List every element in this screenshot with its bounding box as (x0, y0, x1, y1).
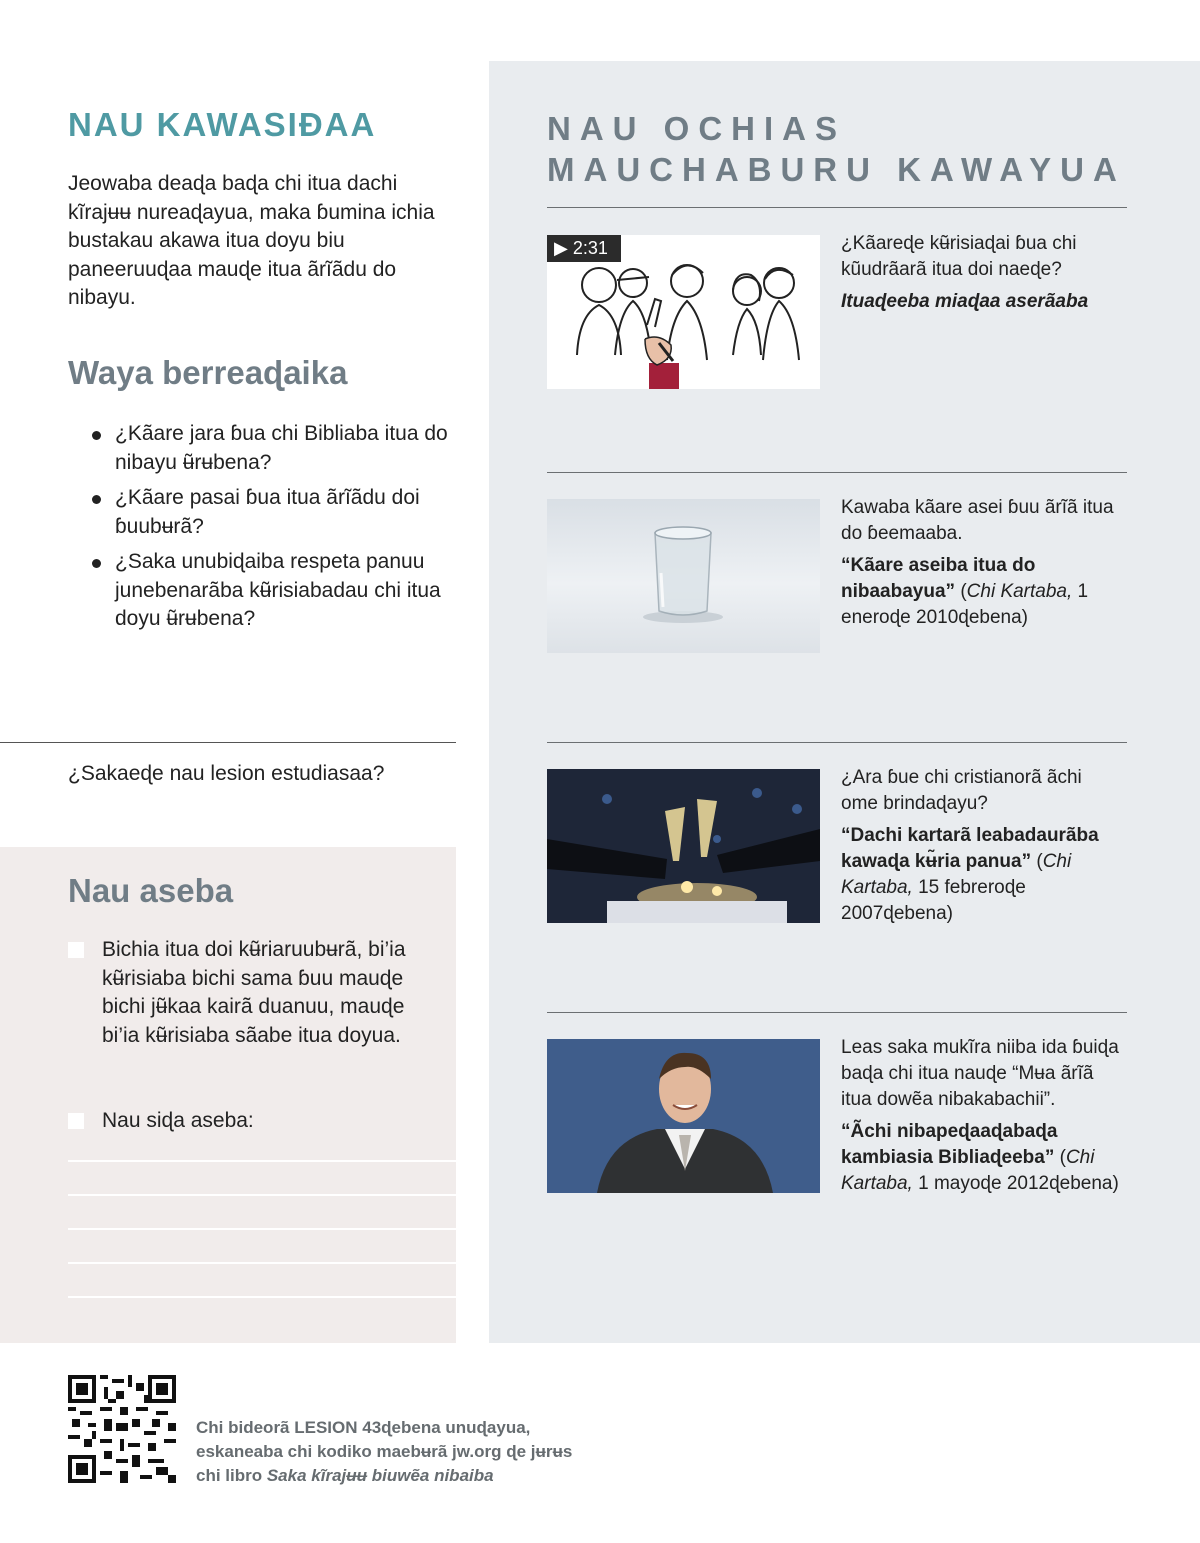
resource-text (841, 495, 1121, 631)
resource-link[interactable] (841, 553, 1121, 631)
review-question-text: ¿Kãare jara ɓua chi Bibliaba itua do nibayu ʉ̃rʉbena? (115, 422, 448, 474)
video-duration-badge (547, 235, 621, 262)
goal-title: Nau aseba (68, 872, 234, 909)
explore-title-line1: NAU OCHIAS (547, 110, 847, 147)
resource-description: ¿Ara ɓue chi cristianorã ãchi ome brindaɖayu? (841, 767, 1082, 814)
divider (0, 742, 456, 743)
resource-description: Kawaba kãare asei ɓuu ãrĩã itua do ɓeemaaba. (841, 497, 1114, 544)
resource-link-title[interactable]: “Dachi kartarã leabadaurãba kawaɖa kʉ̃ria panua” (841, 825, 1099, 872)
review-question (92, 484, 457, 541)
video-duration: 2:31 (572, 238, 608, 258)
resource-text (841, 1035, 1121, 1197)
portrait-illustration (547, 1039, 820, 1193)
resource-link[interactable] (841, 823, 1121, 927)
checkbox-icon[interactable] (68, 942, 84, 958)
resource-link-title[interactable]: “Kãare aseiba itua do nibaabayua” (841, 555, 1036, 602)
goal-item-text: Bichia itua doi kʉ̃riaruubʉrã, bi’ia kʉ̃risiaba bichi sama ɓuu mauɖe bichi jʉ̃kaa kairã duanuu, mauɖe bi’ia kʉ̃risiaba sãabe itua doyua. (102, 938, 406, 1047)
article-image-glass[interactable] (547, 499, 820, 653)
ref-publication: Chi Kartaba, (841, 851, 1072, 898)
ref-paren: ( (1031, 851, 1043, 872)
section-title: NAU KAWASIƉAA (68, 106, 377, 143)
resource-link-title[interactable]: “Ãchi nibapeɖaaɖabaɖa kambiasia Bibliaɖeeba” (841, 1121, 1058, 1168)
ref-date: 15 febreroɖe 2007ɖebena) (841, 877, 1026, 924)
resource-link[interactable] (841, 1119, 1121, 1197)
ref-date: 1 mayoɖe 2012ɖebena) (912, 1173, 1119, 1194)
explore-title-line2: MAUCHABURU KAWAYUA (547, 151, 1126, 188)
explore-title (547, 108, 1147, 190)
writing-line[interactable] (68, 1160, 456, 1162)
writing-line[interactable] (68, 1194, 456, 1196)
ref-paren: ( (955, 581, 967, 602)
review-title: Waya berreaɖaika (68, 354, 348, 391)
writing-line[interactable] (68, 1228, 456, 1230)
bullet-icon (92, 431, 101, 440)
ref-date: 1 eneroɖe 2010ɖebena) (841, 581, 1089, 628)
resource-text (841, 231, 1121, 315)
review-question (92, 420, 457, 477)
qr-code-graphic (68, 1375, 176, 1483)
video-thumbnail[interactable] (547, 235, 820, 389)
divider (547, 472, 1127, 473)
goal-box (0, 847, 456, 1343)
resource-description: Leas saka mukĩra niiba ida ɓuiɖa baɖa chi itua nauɖe “Mʉa ãrĩã itua dowẽa nibakabachii”. (841, 1037, 1119, 1110)
qr-code-icon[interactable] (68, 1375, 176, 1483)
writing-line[interactable] (68, 1296, 456, 1298)
ref-paren: ( (1054, 1147, 1066, 1168)
toast-illustration (547, 769, 820, 923)
review-question (92, 548, 457, 634)
goal-item[interactable] (68, 936, 428, 1050)
review-question-text: ¿Kãare pasai ɓua itua ãrĩãdu doi ɓuubʉrã? (115, 486, 420, 538)
goal-item-text: Nau siɖa aseba: (102, 1109, 254, 1132)
review-question-text: ¿Saka unubiɖaiba respeta panuu junebenarãba kʉ̃risiabadau chi itua doyu ʉ̃rʉbena? (115, 550, 441, 630)
divider (547, 1012, 1127, 1013)
resource-description: ¿Kãareɖe kʉ̃risiaɖai ɓua chi kũudrãarã itua doi naeɖe? (841, 233, 1077, 280)
article-image-portrait[interactable] (547, 1039, 820, 1193)
divider (547, 207, 1127, 208)
goal-item[interactable] (68, 1107, 428, 1136)
bullet-icon (92, 495, 101, 504)
checkbox-icon[interactable] (68, 1113, 84, 1129)
article-image-toast[interactable] (547, 769, 820, 923)
summary-text: Jeowaba deaɖa baɖa chi itua dachi kĩrajʉʉ nureaɖayua, maka ɓumina ichia bustakau akawa itua doyu biu paneeruuɖaa mauɖe itua ãrĩãdu do nibayu. (68, 172, 435, 309)
bullet-icon (92, 559, 101, 568)
ref-publication: Chi Kartaba, (841, 1147, 1095, 1194)
review-questions (92, 420, 457, 641)
footer-book-title[interactable]: Saka kĩrajʉʉ biuwẽa nibaiba (266, 1466, 494, 1485)
divider (547, 742, 1127, 743)
footer-text: Chi bideorã LESION 43ɖebena unuɖayua, eskaneaba chi kodiko maebʉrã jw.org ɖe jʉrʉs chi libro (196, 1418, 573, 1485)
play-icon: ▶ (554, 238, 568, 258)
footer-note (196, 1416, 596, 1488)
study-question: ¿Sakaeɖe nau lesion estudiasaa? (68, 762, 385, 785)
resource-text (841, 765, 1121, 927)
glass-illustration (547, 499, 820, 653)
resource-link[interactable]: Ituaɖeeba miaɖaa aserãaba (841, 291, 1089, 312)
writing-line[interactable] (68, 1262, 456, 1264)
ref-publication: Chi Kartaba, (966, 581, 1073, 602)
